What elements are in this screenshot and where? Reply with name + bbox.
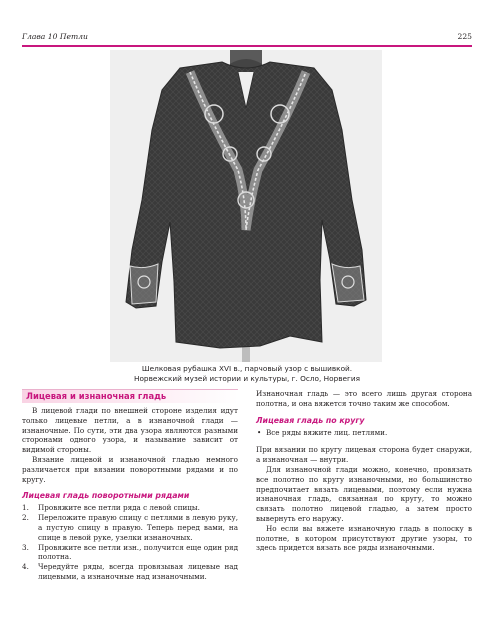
caption-line-1: Шелковая рубашка XVI в., парчовый узор с вышивкой.	[141, 364, 353, 373]
step-number: 4.	[22, 562, 29, 572]
paragraph: Вязание лицевой и изнаночной гладью немного различается при вязании поворотными рядами и по кругу.	[22, 454, 238, 484]
step-text: Провяжите все петли ряда с левой спицы.	[38, 503, 200, 513]
running-head: Глава 10 Петли	[22, 32, 88, 41]
step-text: Чередуйте ряды, всегда провязывая лицевые над лицевыми, а изнаночные над изнаночными.	[38, 562, 238, 581]
subheading-flat-knitting: Лицевая гладь поворотными рядами	[22, 491, 190, 501]
shirt-photo	[110, 50, 382, 362]
caption-line-2: Норвежский музей истории и культуры, г. Осло, Норвегия	[133, 374, 360, 384]
list-item	[22, 543, 238, 563]
paragraph: При вязании по кругу лицевая сторона будет снаружи, а изнаночная — внутри.	[256, 445, 472, 465]
step-text: Провяжите все петли изн., получится еще один ряд полотна.	[38, 542, 238, 562]
paragraph: Изнаночная гладь — это всего лишь другая сторона полотна, и она вяжется точно таким же способом.	[256, 389, 472, 408]
bullet-icon: •	[257, 427, 262, 437]
step-number: 3.	[22, 542, 29, 552]
step-text: Переложите правую спицу с петлями в левую руку, а пустую спицу в правую. Теперь перед вами, на спице в левой руке, узелки изнаночных.	[38, 513, 238, 542]
steps-list	[22, 503, 238, 581]
right-column	[256, 389, 472, 553]
list-item	[22, 513, 238, 542]
page-header	[22, 30, 472, 46]
section-title: Лицевая и изнаночная гладь	[22, 389, 238, 403]
bullet-list	[256, 428, 472, 438]
list-item	[256, 428, 472, 438]
header-rule	[22, 45, 472, 47]
bullet-text: Все ряды вяжите лиц. петлями.	[266, 427, 388, 437]
step-number: 1.	[22, 503, 29, 513]
figure-caption	[60, 364, 434, 385]
page-number: 225	[457, 32, 472, 41]
list-item	[22, 562, 238, 582]
paragraph: В лицевой глади по внешней стороне изделия идут только лицевые петли, а в изнаночной глади — изнаночные. По сути, эти два узора являются разными сторонами одного узора, и называние зависит от видимой стороны.	[22, 406, 238, 455]
subheading-round-knitting: Лицевая гладь по кругу	[256, 415, 365, 425]
left-column	[22, 389, 238, 582]
paragraph: Но если вы вяжете изнаночную гладь в полоску в полотне, в котором присутствуют другие узоры, то здесь придется вязать все ряды изнаночными.	[256, 523, 472, 553]
paragraph: Для изнаночной глади можно, конечно, провязать все полотно по кругу изнаночными, но большинство предпочитает вязать лицевыми, поэтому если нужна изнаночная гладь, связанная по кругу, то можно связать полотно лицевой гладью, а затем просто вывернуть его наружу.	[256, 464, 472, 523]
embroidered-shirt-image	[110, 50, 382, 362]
step-number: 2.	[22, 513, 29, 523]
list-item	[22, 503, 238, 513]
